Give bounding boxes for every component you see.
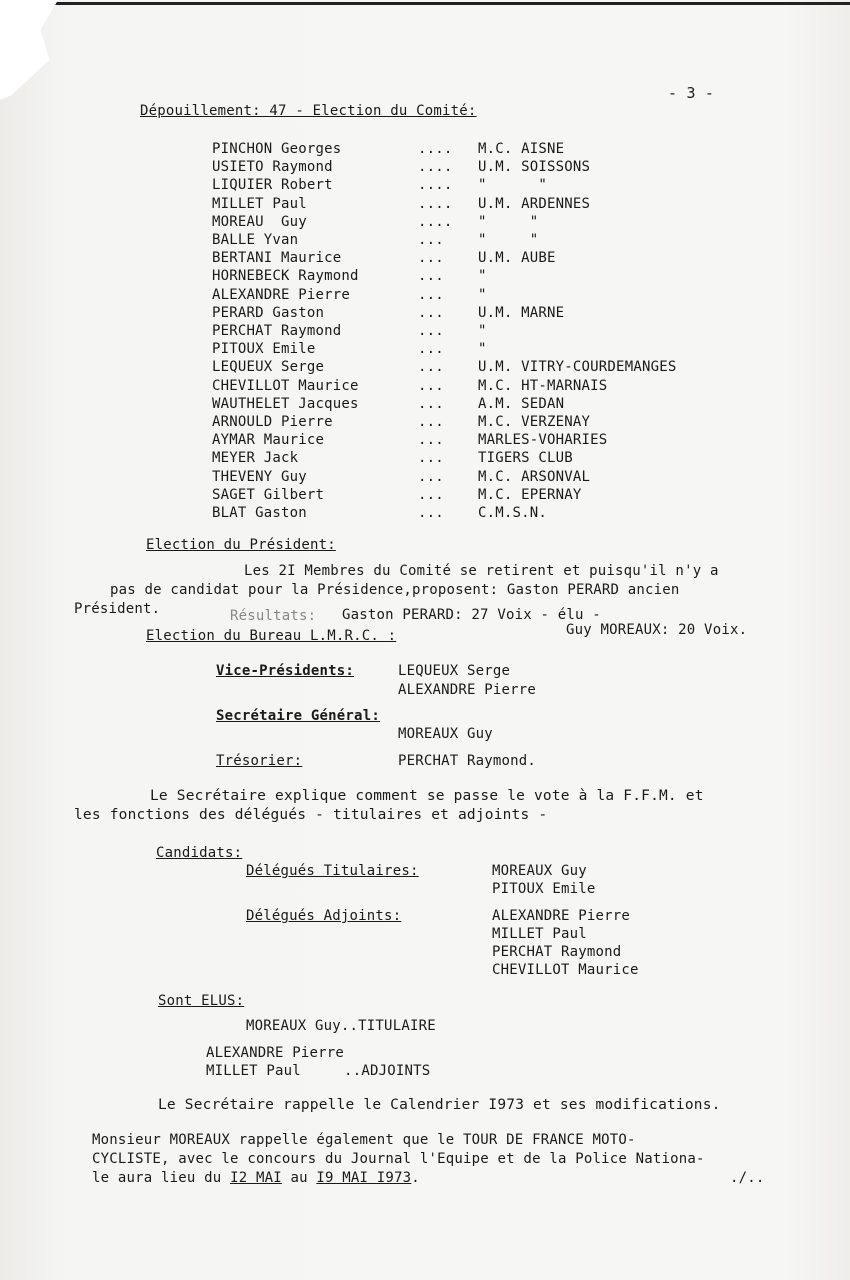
adjoint-candidate: ALEXANDRE Pierre — [492, 908, 631, 924]
elu-adjoint-2: MILLET Paul ..ADJOINTS — [206, 1063, 431, 1079]
member-club: " " — [478, 232, 539, 248]
member-name: WAUTHELET Jacques — [212, 396, 359, 412]
member-name: PERARD Gaston — [212, 305, 325, 321]
tour-end-date: I9 MAI I973 — [316, 1170, 412, 1186]
member-club: U.M. AUBE — [478, 250, 556, 266]
member-dots: .... — [418, 214, 453, 230]
member-dots: ... — [418, 287, 444, 303]
adjoints-label: Délégués Adjoints: — [246, 908, 402, 924]
member-dots: ... — [418, 250, 444, 266]
closing-line4-end: . — [411, 1170, 420, 1186]
elus-heading: Sont ELUS: — [158, 993, 245, 1009]
member-dots: ... — [418, 359, 444, 375]
vice-president-1: LEQUEUX Serge — [398, 663, 511, 679]
member-club: U.M. MARNE — [478, 305, 565, 321]
adjoint-candidate: MILLET Paul — [492, 926, 587, 942]
member-dots: ... — [418, 305, 444, 321]
result-perard: Gaston PERARD: 27 Voix - élu - — [342, 607, 601, 623]
results-label: Résultats: — [230, 608, 317, 624]
member-name: PITOUX Emile — [212, 341, 316, 357]
closing-line1: Le Secrétaire rappelle le Calendrier I973 et ses modifications. — [158, 1097, 721, 1113]
member-club: TIGERS CLUB — [478, 450, 573, 466]
member-name: MEYER Jack — [212, 450, 299, 466]
titulaire-candidate: PITOUX Emile — [492, 881, 596, 897]
tresorier-name: PERCHAT Raymond. — [398, 753, 537, 769]
member-name: PERCHAT Raymond — [212, 323, 342, 339]
president-heading: Election du Président: — [146, 537, 336, 553]
member-club: A.M. SEDAN — [478, 396, 565, 412]
member-club: M.C. AISNE — [478, 141, 565, 157]
member-dots: ... — [418, 487, 444, 503]
adjoint-candidate: PERCHAT Raymond — [492, 944, 622, 960]
member-dots: .... — [418, 141, 453, 157]
member-name: ARNOULD Pierre — [212, 414, 333, 430]
member-dots: ... — [418, 505, 444, 521]
elu-adjoint-1: ALEXANDRE Pierre — [206, 1045, 345, 1061]
member-dots: ... — [418, 341, 444, 357]
member-name: ALEXANDRE Pierre — [212, 287, 351, 303]
member-dots: ... — [418, 232, 444, 248]
member-club: U.M. SOISSONS — [478, 159, 591, 175]
president-text-line1: Les 2I Membres du Comité se retirent et puisqu'il n'y a — [244, 563, 719, 579]
tresorier-label: Trésorier: — [216, 753, 303, 769]
closing-line4-prefix: le aura lieu du — [92, 1170, 231, 1186]
member-club: M.C. ARSONVAL — [478, 469, 591, 485]
member-club: " — [478, 287, 487, 303]
titulaire-candidate: MOREAUX Guy — [492, 863, 587, 879]
tour-start-date: I2 MAI — [230, 1170, 282, 1186]
depouillement-heading: Dépouillement: 47 - Election du Comité: — [140, 103, 477, 119]
member-name: AYMAR Maurice — [212, 432, 325, 448]
result-moreaux: Guy MOREAUX: 20 Voix. — [566, 622, 748, 638]
member-club: " — [478, 268, 487, 284]
secretaire-general-label: Secrétaire Général: — [216, 708, 380, 724]
member-name: BLAT Gaston — [212, 505, 307, 521]
vote-text-line2: les fonctions des délégués - titulaires et adjoints - — [74, 807, 548, 823]
titulaires-label: Délégués Titulaires: — [246, 863, 419, 879]
top-edge-line — [40, 2, 850, 5]
member-club: " " — [478, 214, 539, 230]
member-dots: ... — [418, 323, 444, 339]
member-club: " — [478, 323, 487, 339]
member-name: SAGET Gilbert — [212, 487, 325, 503]
secretaire-general-name: MOREAUX Guy — [398, 726, 493, 742]
president-text-line3: Président. — [74, 601, 161, 617]
member-club: " " — [478, 177, 548, 193]
member-name: PINCHON Georges — [212, 141, 342, 157]
president-text-line2: pas de candidat pour la Présidence,proposent: Gaston PERARD ancien — [110, 582, 680, 598]
member-name: USIETO Raymond — [212, 159, 333, 175]
member-name: BERTANI Maurice — [212, 250, 342, 266]
member-dots: ... — [418, 450, 444, 466]
member-name: LEQUEUX Serge — [212, 359, 325, 375]
member-dots: .... — [418, 196, 453, 212]
bureau-heading: Election du Bureau L.M.R.C. : — [146, 628, 397, 644]
member-dots: ... — [418, 432, 444, 448]
member-club: M.C. HT-MARNAIS — [478, 378, 608, 394]
member-dots: ... — [418, 378, 444, 394]
member-dots: .... — [418, 159, 453, 175]
page-number: - 3 - — [668, 84, 715, 102]
member-name: LIQUIER Robert — [212, 177, 333, 193]
elu-titulaire: MOREAUX Guy..TITULAIRE — [246, 1018, 436, 1034]
member-dots: ... — [418, 268, 444, 284]
vice-president-2: ALEXANDRE Pierre — [398, 682, 537, 698]
vice-presidents-label: Vice-Présidents: — [216, 663, 355, 679]
member-club: M.C. VERZENAY — [478, 414, 591, 430]
member-dots: ... — [418, 414, 444, 430]
torn-corner — [0, 0, 58, 100]
member-club: MARLES-VOHARIES — [478, 432, 608, 448]
member-name: THEVENY Guy — [212, 469, 307, 485]
member-club: C.M.S.N. — [478, 505, 548, 521]
member-club: " — [478, 341, 487, 357]
member-name: MOREAU Guy — [212, 214, 307, 230]
member-dots: .... — [418, 177, 453, 193]
closing-line4 — [92, 1170, 420, 1186]
closing-line2: Monsieur MOREAUX rappelle également que le TOUR DE FRANCE MOTO- — [92, 1132, 636, 1148]
vote-text-line1: Le Secrétaire explique comment se passe le vote à la F.F.M. et — [150, 788, 704, 804]
member-club: M.C. EPERNAY — [478, 487, 582, 503]
closing-line3: CYCLISTE, avec le concours du Journal l'Equipe et de la Police Nationa- — [92, 1151, 705, 1167]
adjoint-candidate: CHEVILLOT Maurice — [492, 962, 639, 978]
member-dots: ... — [418, 469, 444, 485]
closing-line4-mid: au — [281, 1170, 317, 1186]
member-name: MILLET Paul — [212, 196, 307, 212]
member-name: BALLE Yvan — [212, 232, 299, 248]
member-club: U.M. ARDENNES — [478, 196, 591, 212]
member-club: U.M. VITRY-COURDEMANGES — [478, 359, 677, 375]
continuation-mark: ./.. — [730, 1170, 765, 1186]
member-dots: ... — [418, 396, 444, 412]
member-name: CHEVILLOT Maurice — [212, 378, 359, 394]
candidats-heading: Candidats: — [156, 845, 243, 861]
member-name: HORNEBECK Raymond — [212, 268, 359, 284]
